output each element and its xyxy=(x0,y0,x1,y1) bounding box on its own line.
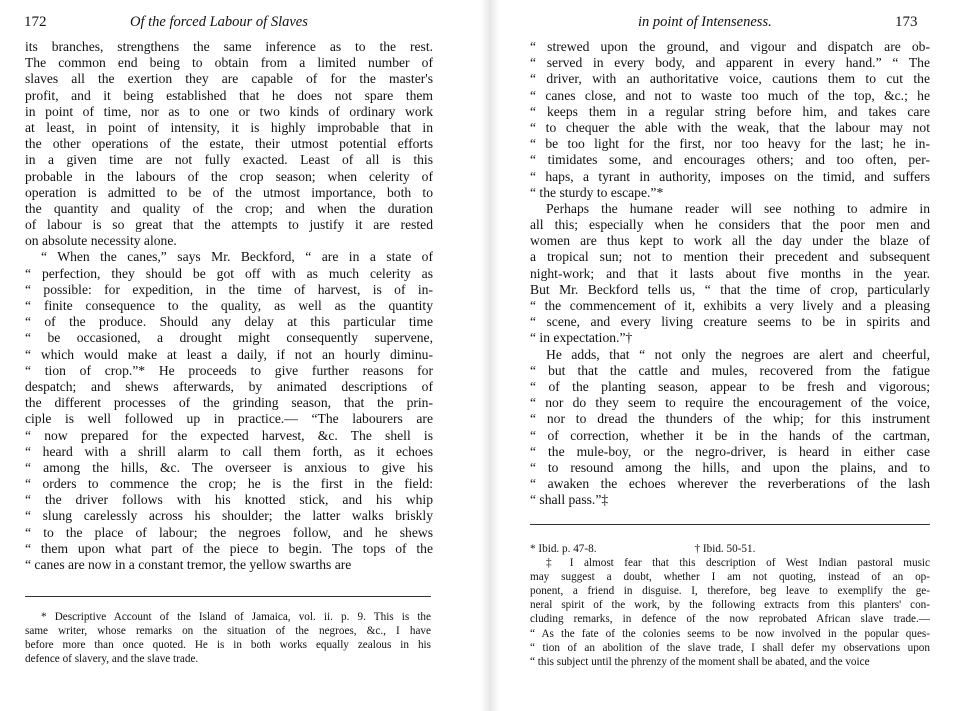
text-line: “ of the produce. Should any delay at this particular time xyxy=(25,314,433,330)
note-references xyxy=(530,542,930,556)
text-line: “ served in every body, and apparent in every hand.” “ The xyxy=(530,55,930,71)
footnote-line: may suggest a doubt, whether I am not quoting, instead of an op- xyxy=(530,571,930,584)
text-line: “ now prepared for the expected harvest, &c. The shell is xyxy=(25,427,433,443)
text-line: all this; especially when he considers that the poor men and xyxy=(530,217,930,233)
text-line: “ finite consequence to the quality, as well as the quantity xyxy=(25,298,433,313)
text-line: the quantity and quality of the crop; and when the duration xyxy=(25,200,433,216)
right-body-text xyxy=(530,39,930,508)
text-line: “ perfection, they should be got off with as much celerity as xyxy=(25,265,433,281)
footnote-line: defence of slavery, and the slave trade. xyxy=(25,653,199,666)
footnote-line: * Descriptive Account of the Island of Jamaica, vol. ii. p. 9. This is the xyxy=(41,611,431,623)
text-line: “ orders to commence the crop; he is the first in the field: xyxy=(25,476,433,492)
text-line: its branches, strengthens the same inference as to the rest. xyxy=(25,39,433,54)
text-line: slaves all the exertion they are capable of for the master's xyxy=(25,71,433,87)
text-line: “ strewed upon the ground, and vigour and dispatch are ob- xyxy=(530,39,930,54)
text-line: “ of the planting season, appear to be fresh and vigorous; xyxy=(530,378,930,394)
footnote-rule xyxy=(25,596,431,597)
note-ref: * Ibid. p. 47-8. xyxy=(530,543,597,555)
text-line: probable in the labours of the crop season; when celerity of xyxy=(25,168,433,184)
text-line: “ the commencement of it, exhibits a very lively and a pleasing xyxy=(530,298,930,313)
text-line: women are thus kept to work all the day under the blaze of xyxy=(530,233,930,249)
footnote-line: before more than once quoted. He is in both works equally zealous in his xyxy=(25,639,431,652)
text-line: at least, in point of intensity, it is highly improbable that in xyxy=(25,119,433,135)
running-title: in point of Intenseness. xyxy=(638,14,772,30)
text-line: “ to the place of labour; the negroes follow, and he shews xyxy=(25,524,433,540)
text-line: He adds, that “ not only the negroes are alert and cheerful, xyxy=(546,346,930,362)
text-line: “ keeps them in a regular string before him, and takes care xyxy=(530,103,930,119)
right-page xyxy=(490,0,980,711)
text-line: “ but that the cattle and mules, recovered from the fatigue xyxy=(530,362,930,378)
text-line: “ When the canes,” says Mr. Beckford, “ are in a state of xyxy=(41,249,433,265)
text-line: “ haps, a tyrant in authority, imposes on the timid, and suffers xyxy=(530,168,930,184)
footnote-rule xyxy=(530,524,930,525)
text-line: The common end being to obtain from a limited number of xyxy=(25,55,433,71)
text-line: “ which would make at least a daily, if not an hourly diminu- xyxy=(25,346,433,362)
text-line: “ the sturdy to escape.”* xyxy=(530,184,664,200)
text-line: “ timidates some, and encourages others; and too often, per- xyxy=(530,152,930,168)
text-line: “ awaken the echoes wherever the reverberations of the lash xyxy=(530,476,930,492)
text-line: a tropical sun; not to mention their precedent and subsequent xyxy=(530,249,930,265)
note-ref: † Ibid. 50-51. xyxy=(694,543,756,555)
text-line: “ in expectation.”† xyxy=(530,330,633,346)
text-line: “ tion of crop.”* He proceeds to give further reasons for xyxy=(25,362,433,378)
text-line: the other operations of the estate, their utmost potential efforts xyxy=(25,136,433,152)
footnote-line: “ this subject until the phrenzy of the moment shall be abated, and the voice xyxy=(530,655,870,668)
footnote-line: “ tion of an abolition of the slave trade, I shall defer my observations upon xyxy=(530,641,930,654)
right-footnotes xyxy=(530,542,930,669)
text-line: “ among the hills, &c. The overseer is anxious to give his xyxy=(25,459,433,475)
left-footnotes xyxy=(25,610,431,666)
text-line: profit, and it being established that he does not spare them xyxy=(25,87,433,103)
footnote-line: neral spirit of the work, by the following extracts from this planters' con- xyxy=(530,599,930,612)
text-line: Perhaps the humane reader will see nothing to admire in xyxy=(546,200,930,216)
running-title: Of the forced Labour of Slaves xyxy=(130,14,308,30)
text-line: night-work; and that it lasts about five months in the year. xyxy=(530,265,930,281)
text-line: “ possible: for expedition, in the time of harvest, is of in- xyxy=(25,281,433,297)
text-line: in point of time, nor as to one or two kinds of ordinary work xyxy=(25,103,433,119)
text-line: “ nor do they seem to require the encouragement of the voice, xyxy=(530,395,930,411)
page-number: 172 xyxy=(24,14,47,30)
text-line: in a given time are not fully exacted. Least of all is this xyxy=(25,152,433,168)
footnote-line: “ As the fate of the colonies seems to be now involved in the popular ques- xyxy=(530,627,930,640)
text-line: “ to chequer the able with the weak, that the labour may not xyxy=(530,119,930,135)
text-line: “ the driver follows with his knotted stick, and his whip xyxy=(25,492,433,508)
text-line: “ shall pass.”‡ xyxy=(530,492,609,508)
text-line: “ of correction, whether it be in the hands of the cartman, xyxy=(530,427,930,443)
text-line: on absolute necessity alone. xyxy=(25,233,177,249)
text-line: “ to resound among the hills, and upon the plains, and to xyxy=(530,459,930,475)
footnote-line: ‡ I almost fear that this description of West Indian pastoral music xyxy=(546,557,930,570)
text-line: “ be too light for the first, nor too heavy for the last; he in- xyxy=(530,136,930,152)
page-number: 173 xyxy=(895,14,918,30)
footnote-line: cluding remarks, in defence of the now reprobated African slave trade.— xyxy=(530,613,930,626)
text-line: “ scene, and every living creature seems to be in spirits and xyxy=(530,314,930,330)
text-line: “ nor to dread the thunders of the whip; for this instrument xyxy=(530,411,930,427)
text-line: “ canes are now in a constant tremor, the yellow swarths are xyxy=(25,557,352,572)
footnote-line: same writer, whose remarks on the situation of the negroes, &c., I have xyxy=(25,625,431,638)
text-line: operation is admitted to be of the utmost importance, both to xyxy=(25,184,433,200)
text-line: “ them upon what part of the piece to begin. The tops of the xyxy=(25,540,433,556)
text-line: ciple is well followed up in practice.— “The labourers are xyxy=(25,411,433,427)
text-line: “ the mule-boy, or the negro-driver, is heard in either case xyxy=(530,443,930,459)
text-line: “ canes close, and not to waste too much of the top, &c.; he xyxy=(530,87,930,103)
text-line: the different processes of the grinding season, that the prin- xyxy=(25,395,433,411)
text-line: But Mr. Beckford tells us, “ that the time of crop, particularly xyxy=(530,281,930,297)
text-line: of labour is so great that the attempts to justify it are rested xyxy=(25,217,433,233)
text-line: despatch; and shews afterwards, by animated descriptions of xyxy=(25,378,433,394)
text-line: “ heard with a shrill alarm to call them forth, as it echoes xyxy=(25,443,433,459)
footnote-line: ponent, a friend in disguise. I, therefore, beg leave to exemplify the ge- xyxy=(530,585,930,598)
left-body-text xyxy=(25,39,433,573)
text-line: “ driver, with an authoritative voice, cautions them to cut the xyxy=(530,71,930,87)
text-line: “ slung carelessly across his shoulder; the latter walks briskly xyxy=(25,508,433,524)
text-line: “ be occasioned, a drought might consequently supervene, xyxy=(25,330,433,346)
